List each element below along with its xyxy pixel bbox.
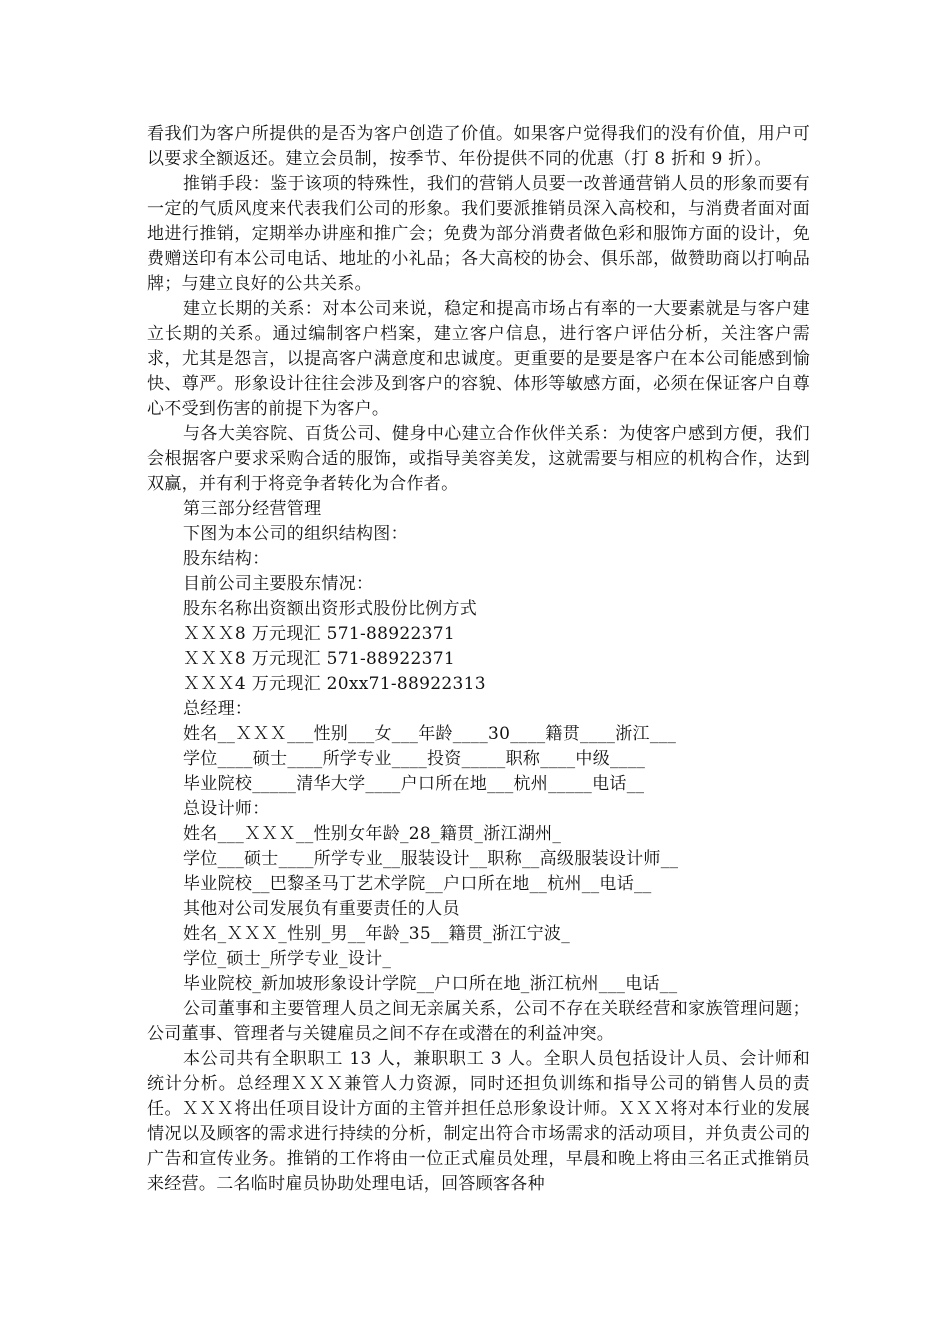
shareholder-table-header: 股东名称出资额出资形式股份比例方式	[183, 599, 478, 619]
general-manager-label: 总经理：	[183, 699, 253, 719]
paragraph-long-term-relations: 建立长期的关系：对本公司来说，稳定和提高市场占有率的一大要素就是与客户建立长期的关系。通过编制客户档案，建立客户信息，进行客户评估分析，关注客户需求，尤其是怨言，以提高客户满意度和忠诚度。更重要的是要是客户在本公司能感到愉快、尊严。形象设计往往会涉及到客户的容貌、体形等敏感方面，必须在保证客户自尊心不受到伤害的前提下为客户。	[147, 299, 810, 419]
paragraph-staffing: 本公司共有全职职工 13 人，兼职职工 3 人。全职人员包括设计人员、会计师和统计分析。总经理ＸＸＸ兼管人力资源，同时还担负训练和指导公司的销售人员的责任。ＸＸＸ将出任项目设计方面的主管并担任总形象设计师。ＸＸＸ将对本行业的发展情况以及顾客的需求进行持续的分析，制定出符合市场需求的活动项目，并负责公司的广告和宣传业务。推销的工作将由一位正式雇员处理，早晨和晚上将由三名正式推销员来经营。二名临时雇员协助处理电话，回答顾客各种	[147, 1049, 810, 1194]
paragraph-promotion-methods: 推销手段：鉴于该项的特殊性，我们的营销人员要一改普通营销人员的形象而要有一定的气质风度来代表我们公司的形象。我们要派推销员深入高校和，与消费者面对面地进行推销，定期举办讲座和推广会；免费为部分消费者做色彩和服饰方面的设计，免费赠送印有本公司电话、地址的小礼品；各大高校的协会、俱乐部，做赞助商以打响品牌；与建立良好的公共关系。	[147, 174, 810, 294]
general-manager-info-line: 姓名__ＸＸＸ___性别___女___年龄____30____籍贯____浙江___	[183, 724, 677, 744]
main-shareholders-label: 目前公司主要股东情况：	[183, 574, 374, 594]
chief-designer-label: 总设计师：	[183, 799, 270, 819]
paragraph-partnerships: 与各大美容院、百货公司、健身中心建立合作伙伴关系：为使客户感到方便，我们会根据客户要求采购合适的服饰，或指导美容美发，这就需要与相应的机构合作，达到双赢，并有利于将竞争者转化为合作者。	[147, 424, 810, 494]
other-personnel-info-line: 学位_硕士_所学专业_设计_	[183, 949, 392, 969]
general-manager-info-line: 毕业院校_____清华大学____户口所在地___杭州_____电话__	[183, 774, 645, 794]
shareholder-row: ＸＸＸ4 万元现汇 20xx71-88922313	[183, 674, 486, 694]
shareholder-structure-label: 股东结构：	[183, 549, 270, 569]
other-personnel-info-line: 毕业院校_新加坡形象设计学院__户口所在地_浙江杭州___电话__	[183, 974, 678, 994]
general-manager-info-line: 学位____硕士____所学专业____投资_____职称____中级____	[183, 749, 646, 769]
other-key-personnel-label: 其他对公司发展负有重要责任的人员	[183, 899, 460, 919]
paragraph-no-conflict: 公司董事和主要管理人员之间无亲属关系，公司不存在关联经营和家族管理问题；公司董事、管理者与关键雇员之间不存在或潜在的利益冲突。	[147, 999, 810, 1044]
shareholder-row: ＸＸＸ8 万元现汇 571-88922371	[183, 649, 455, 669]
section-heading-management: 第三部分经营管理	[183, 499, 322, 519]
other-personnel-info-line: 姓名_ＸＸＸ_性别_男__年龄_35__籍贯_浙江宁波_	[183, 924, 571, 944]
org-chart-caption: 下图为本公司的组织结构图：	[183, 524, 408, 544]
paragraph-value-refund: 看我们为客户所提供的是否为客户创造了价值。如果客户觉得我们的没有价值，用户可以要求全额返还。建立会员制，按季节、年份提供不同的优惠（打 8 折和 9 折）。	[147, 124, 810, 169]
document-body	[147, 122, 810, 1197]
chief-designer-info-line: 姓名___ＸＸＸ__性别女年龄_28_籍贯_浙江湖州_	[183, 824, 562, 844]
shareholder-row: ＸＸＸ8 万元现汇 571-88922371	[183, 624, 455, 644]
chief-designer-info-line: 毕业院校__巴黎圣马丁艺术学院__户口所在地__杭州__电话__	[183, 874, 652, 894]
chief-designer-info-line: 学位___硕士____所学专业__服装设计__职称__高级服装设计师__	[183, 849, 679, 869]
